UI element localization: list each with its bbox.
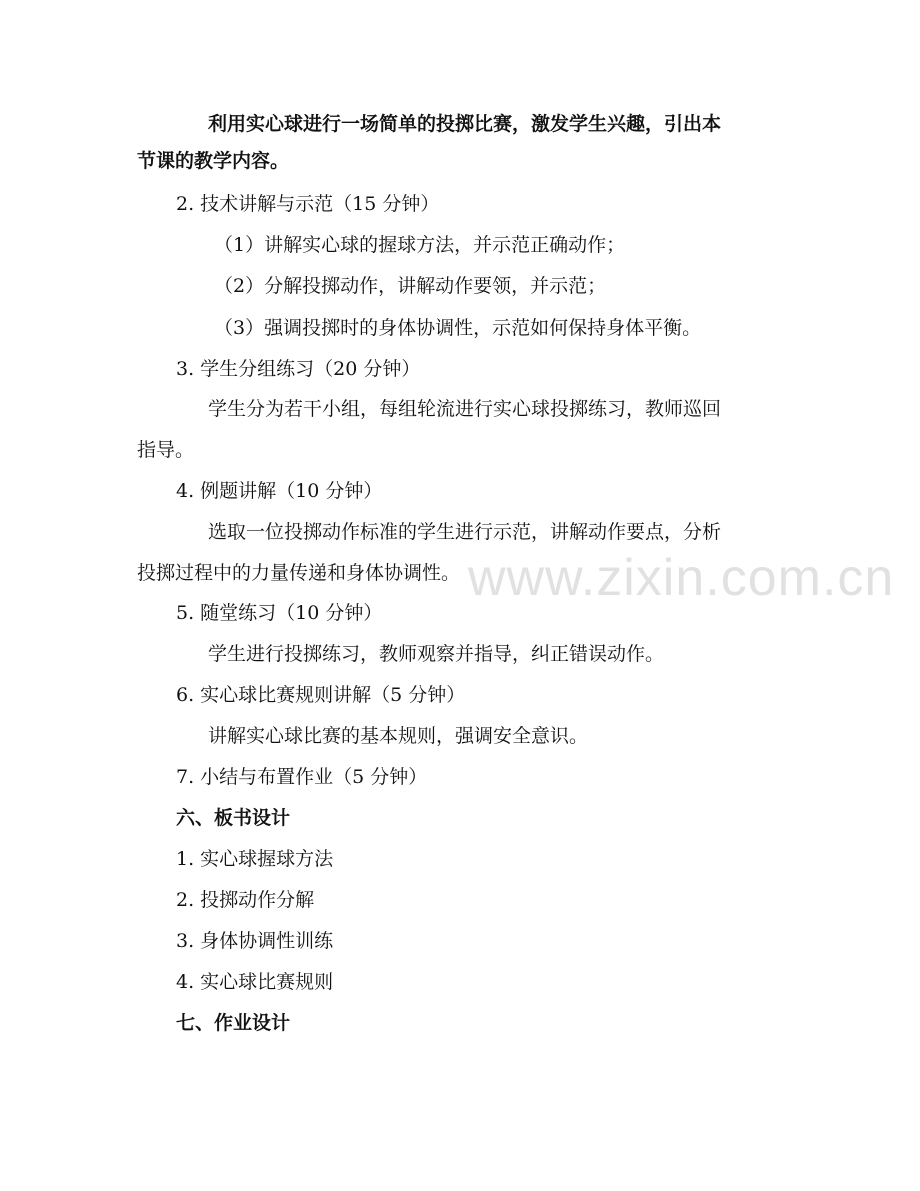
section-3-line-2: 指导。: [137, 439, 195, 461]
section-4-line-2: 投掷过程中的力量传递和身体协调性。: [137, 562, 461, 584]
section-3-heading: 3. 学生分组练习（20 分钟）: [176, 358, 421, 380]
board-design-title: 六、板书设计: [176, 807, 291, 829]
intro-line-2: 节课的教学内容。: [137, 150, 290, 172]
section-2-sub-2: （2）分解投掷动作，讲解动作要领，并示范；: [214, 275, 607, 297]
section-4-heading: 4. 例题讲解（10 分钟）: [176, 480, 383, 502]
section-2-sub-3: （3）强调投掷时的身体协调性，示范如何保持身体平衡。: [214, 317, 702, 339]
board-item-3: 3. 身体协调性训练: [176, 930, 334, 952]
section-5-line-1: 学生进行投掷练习，教师观察并指导，纠正错误动作。: [208, 643, 665, 665]
board-item-4: 4. 实心球比赛规则: [176, 971, 334, 993]
section-5-heading: 5. 随堂练习（10 分钟）: [176, 602, 383, 624]
homework-design-title: 七、作业设计: [176, 1012, 291, 1034]
section-3-line-1: 学生分为若干小组，每组轮流进行实心球投掷练习，教师巡回: [208, 398, 722, 420]
board-item-1: 1. 实心球握球方法: [176, 848, 334, 870]
section-7-heading: 7. 小结与布置作业（5 分钟）: [176, 766, 428, 788]
section-2-sub-1: （1）讲解实心球的握球方法，并示范正确动作；: [214, 234, 626, 256]
watermark: www.zixin.com.cn: [468, 549, 895, 607]
intro-line-1: 利用实心球进行一场简单的投掷比赛，激发学生兴趣，引出本: [208, 113, 722, 135]
board-item-2: 2. 投掷动作分解: [176, 889, 315, 911]
section-6-line-1: 讲解实心球比赛的基本规则，强调安全意识。: [208, 725, 589, 747]
section-2-heading: 2. 技术讲解与示范（15 分钟）: [176, 193, 440, 215]
section-6-heading: 6. 实心球比赛规则讲解（5 分钟）: [176, 684, 466, 706]
section-4-line-1: 选取一位投掷动作标准的学生进行示范，讲解动作要点，分析: [208, 521, 722, 543]
